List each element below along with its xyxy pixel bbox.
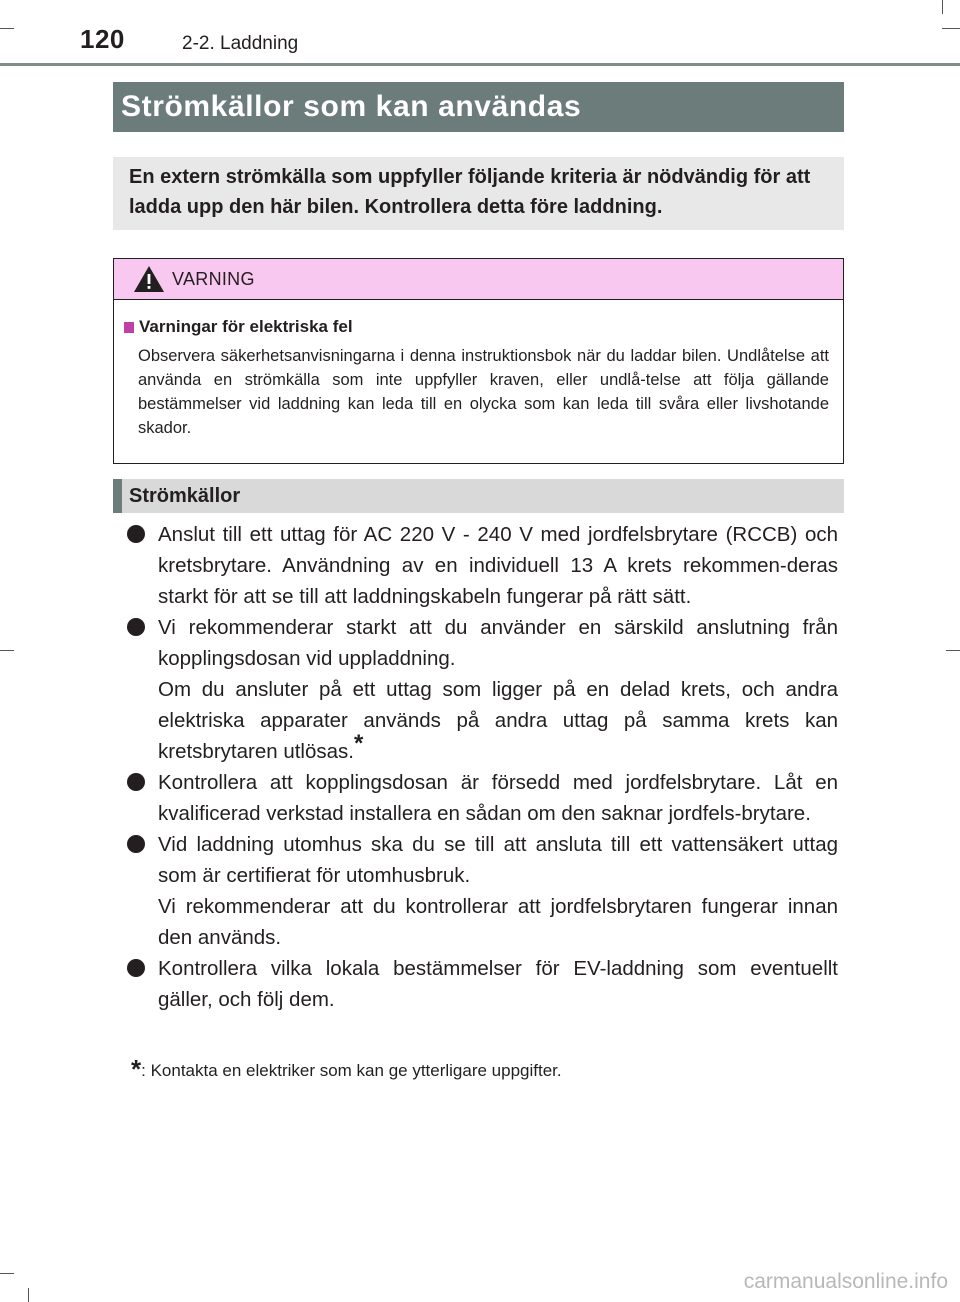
footnote-marker: * (353, 730, 364, 757)
bullet-list (127, 519, 838, 1015)
list-item-text: Kontrollera vilka lokala bestämmelser för EV-laddning som eventuellt gäller, och följ dem. (158, 957, 838, 1011)
subsection-bar (113, 479, 844, 513)
page-number: 120 (80, 24, 125, 54)
list-item-text: Kontrollera att kopplingsdosan är försedd med jordfelsbrytare. Låt en kvalificerad verkstad installera en sådan om den saknar jordfels-brytare. (158, 771, 838, 825)
warning-subtitle (124, 317, 829, 337)
list-item-text: Anslut till ett uttag för AC 220 V - 240 V med jordfelsbrytare (RCCB) och kretsbrytare. Användning av en individuell 13 A krets rekommen-deras starkt för att se till att laddningskabeln fungerar på rätt sätt. (158, 523, 838, 608)
crop-mark (0, 1273, 14, 1274)
intro-box (113, 157, 844, 230)
bullet-dot-icon (127, 959, 145, 977)
bullet-dot-icon (127, 525, 145, 543)
bullet-dot-icon (127, 773, 145, 791)
square-bullet-icon (124, 322, 134, 333)
list-item (127, 519, 838, 612)
watermark: carmanualsonline.info (743, 1270, 948, 1293)
bullet-dot-icon (127, 835, 145, 853)
list-item-text: Vi rekommenderar starkt att du använder en särskild anslutning från kopplingsdosan vid uppladdning. (158, 616, 838, 670)
page-title: Strömkällor som kan användas (121, 90, 582, 123)
crop-mark (28, 1288, 29, 1302)
list-item (127, 953, 838, 1015)
warning-label: VARNING (172, 269, 255, 289)
bullet-dot-icon (127, 618, 145, 636)
subsection-title: Strömkällor (129, 484, 241, 507)
list-item-continuation-text: Om du ansluter på ett uttag som ligger på en delad krets, och andra elektriska apparater används på andra uttag på samma krets kan kretsbrytaren utlösas. (158, 678, 838, 763)
crop-mark (0, 650, 14, 651)
title-bar (113, 82, 844, 132)
list-item-continuation: Vi rekommenderar att du kontrollerar att jordfelsbrytaren fungerar innan den används. (158, 895, 838, 949)
warning-header (114, 259, 843, 300)
page-header (0, 0, 960, 66)
warning-box (113, 258, 844, 464)
footnote (131, 1054, 562, 1085)
section-name: 2-2. Laddning (182, 33, 299, 54)
intro-text: En extern strömkälla som uppfyller följande kriteria är nödvändig för att ladda upp den här bilen. Kontrollera detta före laddning. (129, 166, 811, 218)
footnote-text: : Kontakta en elektriker som kan ge ytterligare uppgifter. (141, 1061, 562, 1080)
crop-mark (946, 650, 960, 651)
list-item (127, 612, 838, 767)
list-item-continuation (158, 674, 838, 767)
footnote-star: * (131, 1054, 142, 1084)
warning-text: Observera säkerhetsanvisningarna i denna instruktionsbok när du laddar bilen. Undlåtelse att använda en strömkälla som inte uppfyller kraven, eller undlå-telse att följa gällande bestämmelser vid laddning kan leda till en olycka som kan leda till svåra eller livshotande skador. (138, 347, 829, 437)
list-item (127, 767, 838, 829)
list-item-text: Vid laddning utomhus ska du se till att ansluta till ett vattensäkert uttag som är certifierat för utomhusbruk. (158, 833, 838, 887)
list-item (127, 829, 838, 953)
header-rule (0, 63, 960, 66)
warning-subtitle-text: Varningar för elektriska fel (139, 317, 353, 336)
warning-triangle-icon (133, 265, 165, 293)
warning-body (114, 300, 843, 440)
